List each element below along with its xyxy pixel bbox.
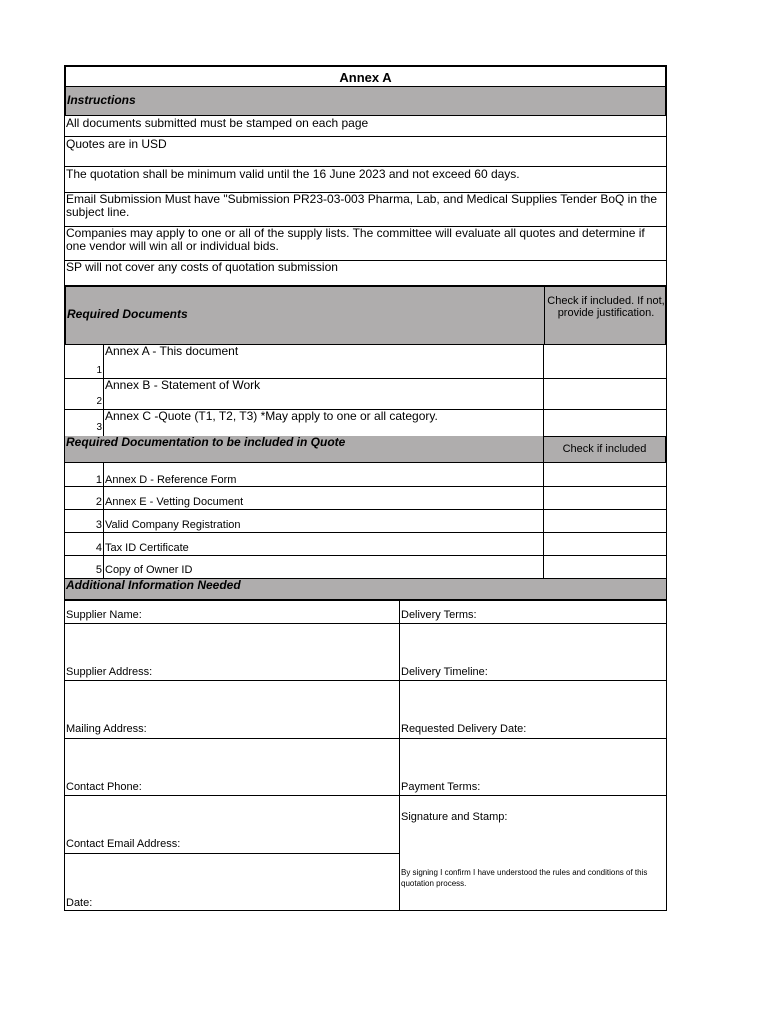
- supplier-address-label: Supplier Address:: [66, 666, 153, 678]
- table-row: [64, 556, 667, 578]
- instruction-item: Companies may apply to one or all of the supply lists. The committee will evaluate all quotes and determine if one vendor will win all or individual bids.: [64, 227, 667, 261]
- table-row: [64, 345, 667, 379]
- mailing-address-label: Mailing Address:: [66, 723, 147, 735]
- annex-a-form: [64, 65, 667, 911]
- row-label: Copy of Owner ID: [103, 556, 543, 578]
- row-number: 2: [96, 396, 102, 407]
- required-quote-header: Required Documentation to be included in Quote: [66, 435, 346, 449]
- right-column: [400, 601, 667, 911]
- row-number: 3: [95, 519, 102, 531]
- instruction-item: The quotation shall be minimum valid until the 16 June 2023 and not exceed 60 days.: [64, 167, 667, 193]
- row-label: Annex D - Reference Form: [103, 463, 543, 487]
- row-label: Annex B - Statement of Work: [103, 379, 545, 410]
- row-number: 5: [95, 564, 102, 576]
- row-number: 4: [95, 542, 102, 554]
- row-number: 1: [96, 365, 102, 376]
- signature-label: Signature and Stamp:: [401, 811, 508, 823]
- instruction-item: SP will not cover any costs of quotation submission: [64, 261, 667, 287]
- instruction-item: Quotes are in USD: [64, 137, 667, 167]
- row-number: 2: [95, 496, 102, 508]
- table-row: [64, 410, 667, 436]
- row-label: Tax ID Certificate: [103, 533, 543, 556]
- required-documents-header: Required Documents: [67, 307, 188, 321]
- required-documents-header-row: [64, 287, 667, 345]
- supplier-name-label: Supplier Name:: [66, 609, 142, 621]
- contact-phone-label: Contact Phone:: [66, 781, 142, 793]
- contact-email-label: Contact Email Address:: [66, 838, 181, 850]
- instructions-header: Instructions: [64, 87, 667, 116]
- check-cell[interactable]: [543, 379, 667, 410]
- delivery-terms-label: Delivery Terms:: [401, 609, 477, 621]
- instruction-item: Email Submission Must have "Submission PR23-03-003 Pharma, Lab, and Medical Supplies Tender BoQ in the subject line.: [64, 193, 667, 227]
- row-label: Valid Company Registration: [103, 510, 543, 533]
- check-cell[interactable]: [543, 463, 667, 487]
- additional-info-header: Additional Information Needed: [64, 578, 667, 601]
- table-row: [64, 533, 667, 556]
- check-cell[interactable]: [543, 533, 667, 556]
- required-quote-header-row: [64, 436, 667, 463]
- check-cell[interactable]: [543, 510, 667, 533]
- left-column: [64, 601, 400, 911]
- table-row: [64, 487, 667, 510]
- table-row: [64, 379, 667, 410]
- row-label: Annex C -Quote (T1, T2, T3) *May apply to one or all category.: [103, 410, 545, 436]
- check-cell[interactable]: [543, 556, 667, 578]
- check-header: Check if included. If not, provide justification.: [544, 287, 667, 345]
- row-label: Annex A - This document: [103, 345, 545, 379]
- delivery-timeline-label: Delivery Timeline:: [401, 666, 488, 678]
- row-number: 1: [95, 474, 102, 486]
- date-label: Date:: [66, 897, 93, 909]
- requested-delivery-date-label: Requested Delivery Date:: [401, 723, 527, 735]
- check-cell[interactable]: [543, 410, 667, 436]
- instruction-item: All documents submitted must be stamped on each page: [64, 116, 667, 137]
- check-included-header: Check if included: [543, 436, 666, 463]
- row-label: Annex E - Vetting Document: [103, 487, 543, 510]
- additional-info-grid: [64, 601, 667, 911]
- signature-note: By signing I confirm I have understood the rules and conditions of this quotation process.: [401, 868, 648, 888]
- row-number: 3: [96, 422, 102, 433]
- check-cell[interactable]: [543, 345, 667, 379]
- table-row: [64, 510, 667, 533]
- table-row: [64, 463, 667, 487]
- check-cell[interactable]: [543, 487, 667, 510]
- payment-terms-label: Payment Terms:: [401, 781, 481, 793]
- page-title: Annex A: [64, 65, 667, 87]
